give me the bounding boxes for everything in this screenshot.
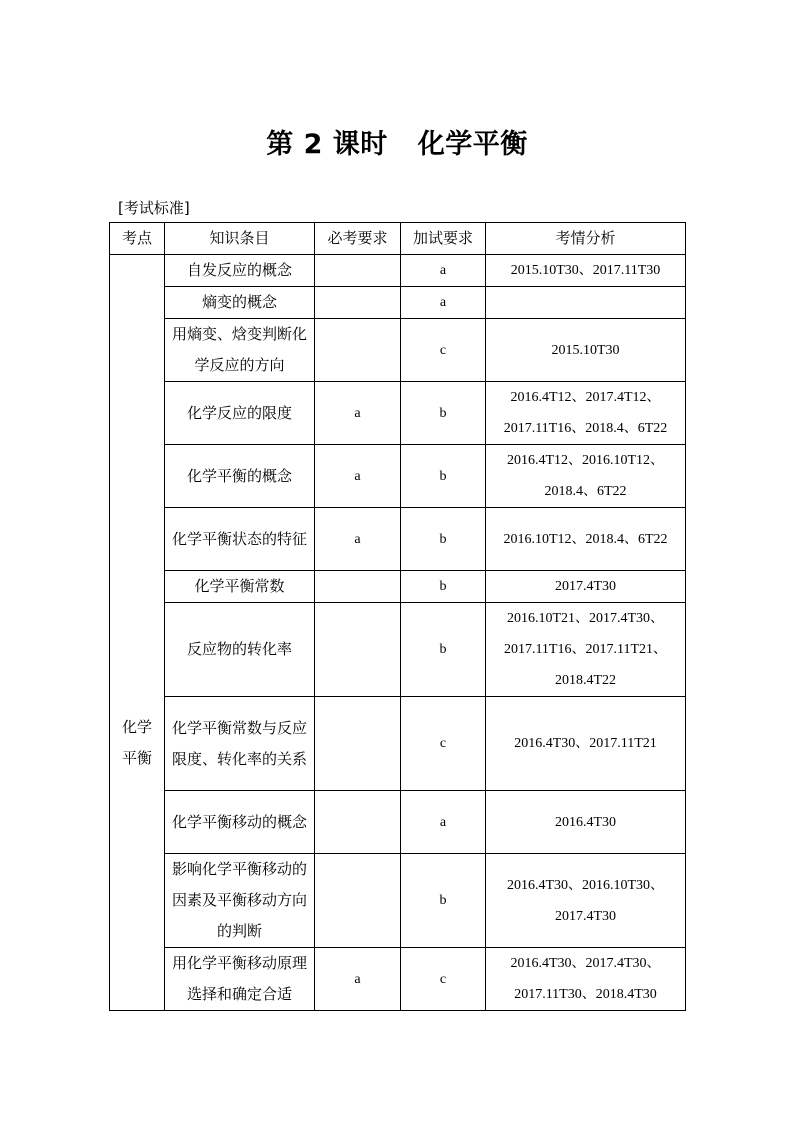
analysis-cell: 2016.4T30、2017.4T30、2017.11T30、2018.4T30 [486, 948, 686, 1011]
required-cell: a [315, 508, 401, 571]
extra-cell: a [401, 287, 486, 319]
item-cell: 用熵变、焓变判断化学反应的方向 [165, 319, 315, 382]
item-cell: 自发反应的概念 [165, 255, 315, 287]
required-cell [315, 255, 401, 287]
analysis-cell: 2016.10T12、2018.4、6T22 [486, 508, 686, 571]
table-row [110, 791, 686, 854]
analysis-cell: 2016.4T12、2017.4T12、2017.11T16、2018.4、6T22 [486, 382, 686, 445]
table-row [110, 571, 686, 603]
required-cell [315, 791, 401, 854]
extra-cell: b [401, 571, 486, 603]
table-row [110, 287, 686, 319]
header-cell: 考点 [110, 223, 165, 255]
required-cell [315, 854, 401, 948]
analysis-cell: 2016.4T30、2016.10T30、2017.4T30 [486, 854, 686, 948]
analysis-cell: 2016.4T12、2016.10T12、2018.4、6T22 [486, 445, 686, 508]
header-cell: 加试要求 [401, 223, 486, 255]
required-cell [315, 697, 401, 791]
extra-cell: b [401, 603, 486, 697]
item-cell: 用化学平衡移动原理选择和确定合适 [165, 948, 315, 1011]
analysis-cell: 2015.10T30、2017.11T30 [486, 255, 686, 287]
extra-cell: c [401, 948, 486, 1011]
extra-cell: a [401, 791, 486, 854]
table-row [110, 508, 686, 571]
item-cell: 化学平衡状态的特征 [165, 508, 315, 571]
table-row [110, 382, 686, 445]
extra-cell: a [401, 255, 486, 287]
exam-standard-table [109, 222, 686, 1011]
extra-cell: b [401, 382, 486, 445]
required-cell [315, 319, 401, 382]
category-line: 化学 [121, 717, 152, 736]
header-cell: 知识条目 [165, 223, 315, 255]
category-line: 平衡 [121, 748, 152, 767]
analysis-cell: 2016.10T21、2017.4T30、2017.11T16、2017.11T21、2018.4T22 [486, 603, 686, 697]
page-title [0, 122, 794, 161]
category-cell [110, 255, 165, 1011]
title-lesson: 第 2 课时 [266, 129, 388, 160]
item-cell: 化学反应的限度 [165, 382, 315, 445]
table-row [110, 319, 686, 382]
table-header-row [110, 223, 686, 255]
analysis-cell: 2017.4T30 [486, 571, 686, 603]
table-row [110, 697, 686, 791]
table-row [110, 255, 686, 287]
analysis-cell: 2015.10T30 [486, 319, 686, 382]
required-cell [315, 287, 401, 319]
item-cell: 熵变的概念 [165, 287, 315, 319]
item-cell: 化学平衡的概念 [165, 445, 315, 508]
extra-cell: b [401, 854, 486, 948]
extra-cell: c [401, 319, 486, 382]
extra-cell: b [401, 445, 486, 508]
item-cell: 反应物的转化率 [165, 603, 315, 697]
header-cell: 必考要求 [315, 223, 401, 255]
title-topic: 化学平衡 [417, 129, 528, 160]
item-cell: 化学平衡移动的概念 [165, 791, 315, 854]
extra-cell: c [401, 697, 486, 791]
extra-cell: b [401, 508, 486, 571]
table-row [110, 603, 686, 697]
header-cell: 考情分析 [486, 223, 686, 255]
required-cell [315, 571, 401, 603]
section-label: [考试标准] [118, 199, 190, 217]
analysis-cell: 2016.4T30 [486, 791, 686, 854]
required-cell [315, 603, 401, 697]
analysis-cell [486, 287, 686, 319]
required-cell: a [315, 445, 401, 508]
required-cell: a [315, 948, 401, 1011]
required-cell: a [315, 382, 401, 445]
table-row [110, 445, 686, 508]
item-cell: 影响化学平衡移动的因素及平衡移动方向的判断 [165, 854, 315, 948]
item-cell: 化学平衡常数与反应限度、转化率的关系 [165, 697, 315, 791]
table-row [110, 854, 686, 948]
item-cell: 化学平衡常数 [165, 571, 315, 603]
table-row [110, 948, 686, 1011]
analysis-cell: 2016.4T30、2017.11T21 [486, 697, 686, 791]
